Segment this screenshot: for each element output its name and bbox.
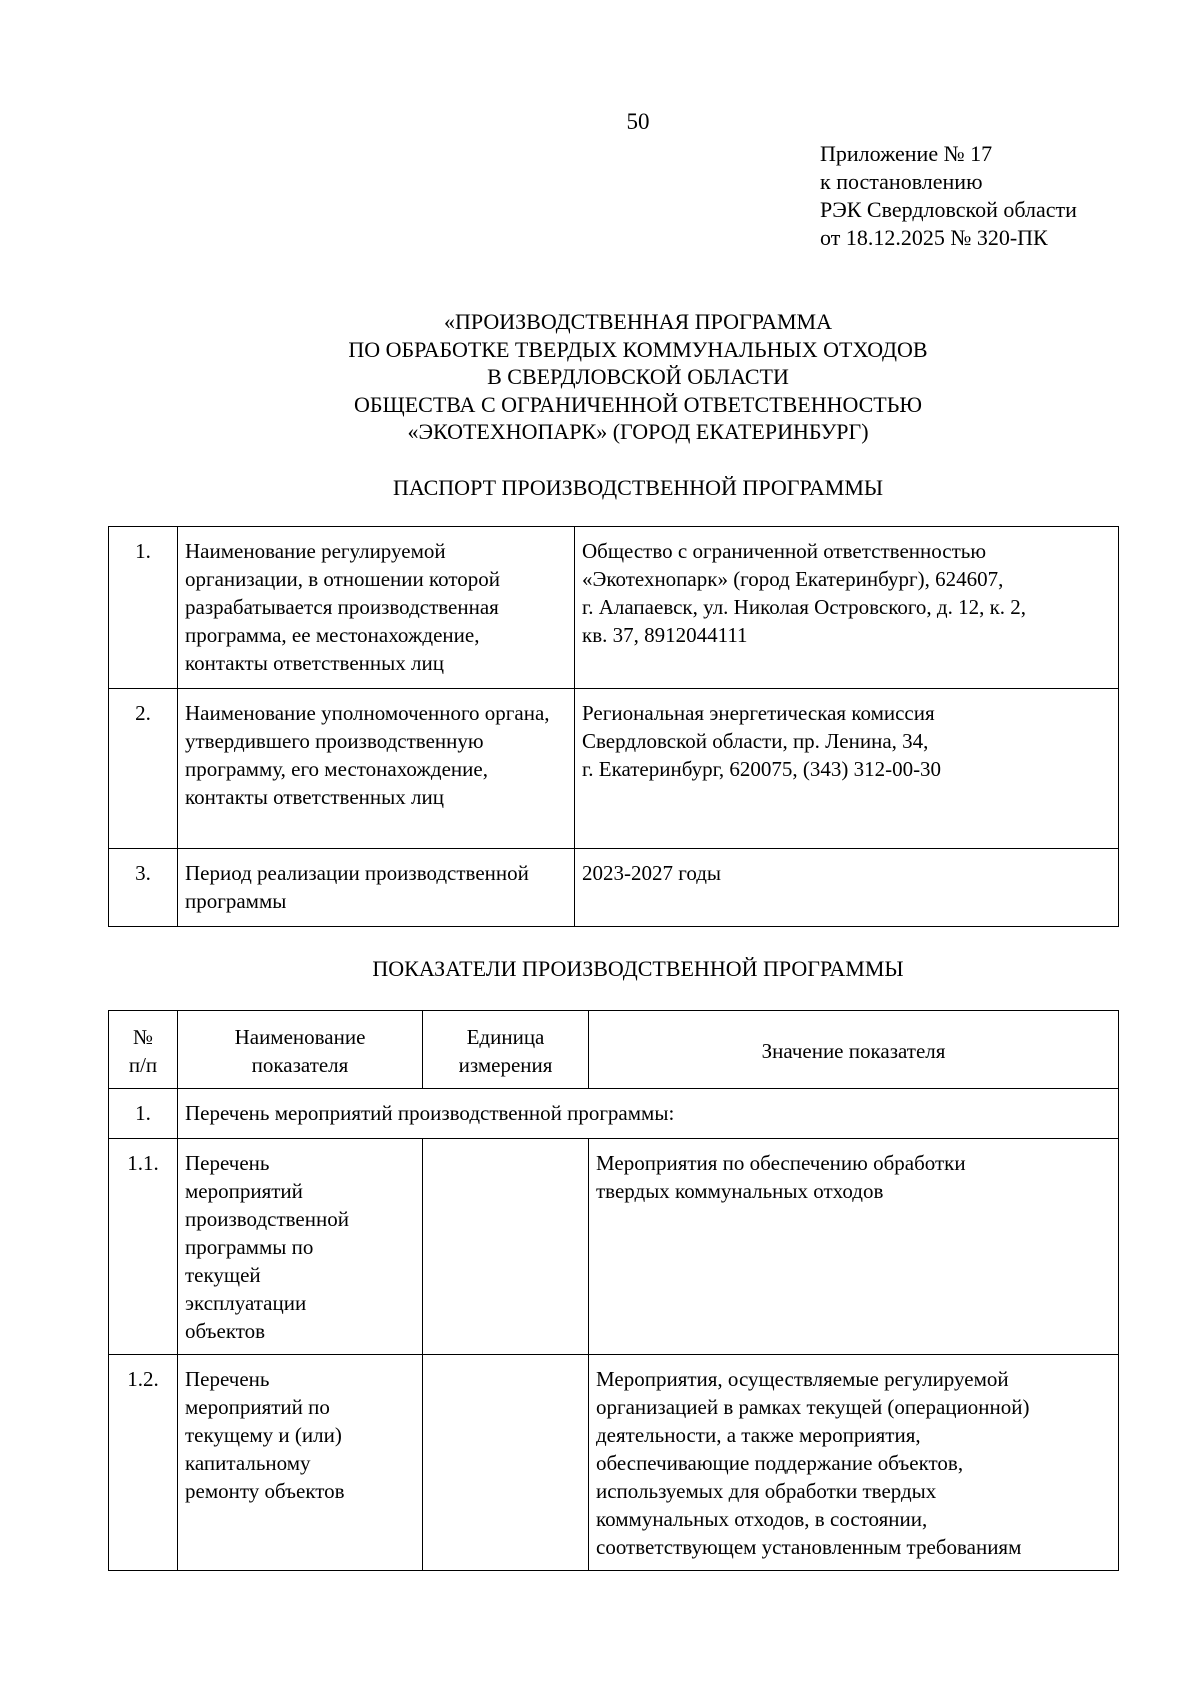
row-unit (423, 1139, 589, 1355)
value-line: г. Алапаевск, ул. Николая Островского, д. 12, к. 2, (582, 595, 1027, 619)
row-value (589, 1355, 1119, 1571)
header-unit (423, 1011, 589, 1089)
row-number: 1. (109, 527, 178, 689)
header-line: № (132, 1024, 154, 1049)
value-line: Мероприятия по обеспечению обработки (596, 1151, 966, 1175)
appendix-line: от 18.12.2025 № 320-ПК (820, 225, 1048, 250)
title-line: «ПРОИЗВОДСТВЕННАЯ ПРОГРАММА (443, 309, 833, 334)
label-line: мероприятий (185, 1179, 303, 1203)
row-value (589, 1139, 1119, 1355)
row-label: Наименование регулируемой организации, в отношении которой разрабатывается производственная программа, ее местонахождение, контакты ответственных лиц (178, 527, 575, 689)
value-line: Региональная энергетическая комиссия (582, 701, 935, 725)
row-value (575, 527, 1119, 689)
value-line: организацией в рамках текущей (операционной) (596, 1395, 1030, 1419)
row-number: 1.1. (109, 1139, 178, 1355)
label-line: Перечень (185, 1151, 270, 1175)
passport-table (108, 526, 1119, 927)
header-line: измерения (458, 1052, 553, 1077)
section-label: Перечень мероприятий производственной программы: (178, 1089, 1119, 1139)
label-line: объектов (185, 1319, 266, 1343)
title-line: В СВЕРДЛОВСКОЙ ОБЛАСТИ (487, 364, 789, 389)
row-number: 3. (109, 849, 178, 927)
label-line: Перечень (185, 1367, 270, 1391)
label-line: капитальному (185, 1451, 311, 1475)
value-line: используемых для обработки твердых (596, 1479, 937, 1503)
row-label: Период реализации производственной программы (178, 849, 575, 927)
label-line: производственной (185, 1207, 349, 1231)
label-line: эксплуатации (185, 1291, 307, 1315)
header-num (109, 1011, 178, 1089)
row-label (178, 1355, 423, 1571)
document-title (108, 308, 1168, 446)
label-line: программы по (185, 1235, 314, 1259)
value-line: Свердловской области, пр. Ленина, 34, (582, 729, 929, 753)
value-line: твердых коммунальных отходов (596, 1179, 884, 1203)
value-line: Мероприятия, осуществляемые регулируемой (596, 1367, 1009, 1391)
title-line: «ЭКОТЕХНОПАРК» (ГОРОД ЕКАТЕРИНБУРГ) (407, 419, 869, 444)
indicators-table (108, 1010, 1119, 1571)
value-line: г. Екатеринбург, 620075, (343) 312-00-30 (582, 757, 942, 781)
table-row (109, 1139, 1119, 1355)
row-unit (423, 1355, 589, 1571)
appendix-line: РЭК Свердловской области (820, 197, 1077, 222)
row-number: 1. (109, 1089, 178, 1139)
table-row (109, 527, 1119, 689)
label-line: текущему и (или) (185, 1423, 342, 1447)
row-number: 2. (109, 689, 178, 849)
value-line: кв. 37, 8912044111 (582, 623, 748, 647)
table-row (109, 689, 1119, 849)
passport-heading: ПАСПОРТ ПРОИЗВОДСТВЕННОЙ ПРОГРАММЫ (392, 475, 884, 500)
table-row (109, 849, 1119, 927)
indicators-heading: ПОКАЗАТЕЛИ ПРОИЗВОДСТВЕННОЙ ПРОГРАММЫ (372, 956, 904, 981)
table-row (109, 1355, 1119, 1571)
header-value: Значение показателя (589, 1011, 1119, 1089)
appendix-block (820, 140, 1077, 252)
table-section-row (109, 1089, 1119, 1139)
row-value (575, 689, 1119, 849)
value-line: соответствующем установленным требованиям (596, 1535, 1022, 1559)
row-value: 2023-2027 годы (575, 849, 1119, 927)
value-line: коммунальных отходов, в состоянии, (596, 1507, 928, 1531)
label-line: текущей (185, 1263, 261, 1287)
value-line: обеспечивающие поддержание объектов, (596, 1451, 964, 1475)
header-line: п/п (128, 1052, 158, 1077)
appendix-line: Приложение № 17 (820, 141, 993, 166)
title-line: ПО ОБРАБОТКЕ ТВЕРДЫХ КОММУНАЛЬНЫХ ОТХОДОВ (348, 336, 928, 362)
page-number: 50 (626, 109, 650, 134)
table-header-row (109, 1011, 1119, 1089)
title-line: ОБЩЕСТВА С ОГРАНИЧЕННОЙ ОТВЕТСТВЕННОСТЬЮ (354, 391, 922, 417)
row-label (178, 1139, 423, 1355)
value-line: Общество с ограниченной ответственностью (582, 539, 987, 563)
appendix-line: к постановлению (820, 169, 983, 194)
value-line: деятельности, а также мероприятия, (596, 1423, 921, 1447)
row-label: Наименование уполномоченного органа, утвердившего производственную программу, его местонахождение, контакты ответственных лиц (178, 689, 575, 849)
header-line: показателя (251, 1052, 349, 1077)
label-line: мероприятий по (185, 1395, 330, 1419)
label-line: ремонту объектов (185, 1479, 345, 1503)
value-line: «Экотехнопарк» (город Екатеринбург), 624607, (582, 567, 1004, 591)
row-number: 1.2. (109, 1355, 178, 1571)
header-line: Единица (466, 1024, 545, 1049)
header-line: Наименование (234, 1024, 366, 1049)
header-name (178, 1011, 423, 1089)
